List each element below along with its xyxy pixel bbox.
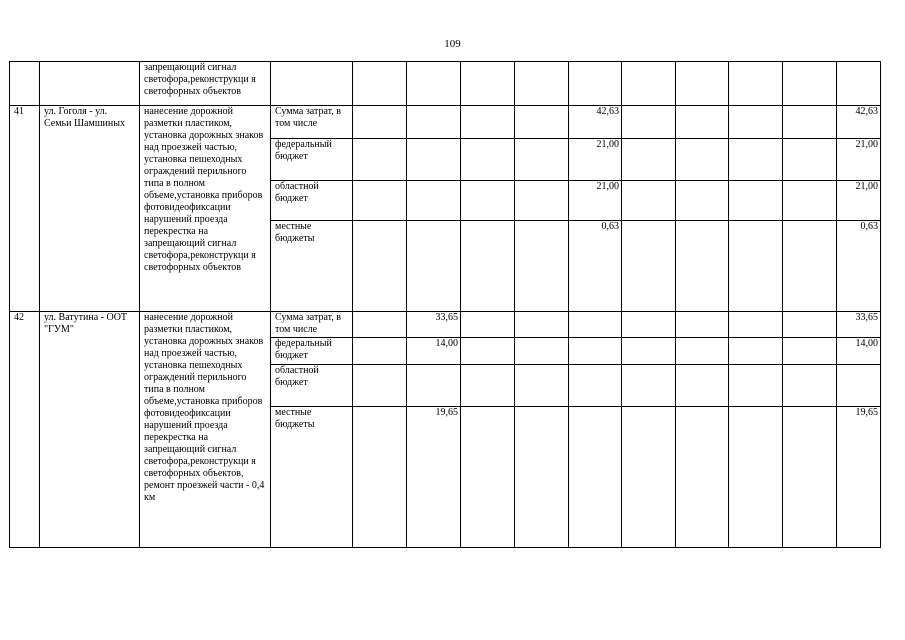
total-cell: 42,63 — [837, 106, 881, 139]
row-number-cell — [10, 62, 40, 106]
value-cell — [407, 365, 461, 407]
value-cell: 21,00 — [569, 181, 622, 221]
funding-label-cell: областной бюджет — [271, 181, 353, 221]
funding-label-cell: федеральный бюджет — [271, 338, 353, 365]
value-cell: 33,65 — [407, 312, 461, 338]
table-row — [10, 312, 881, 338]
funding-label-cell — [271, 62, 353, 106]
budget-table — [9, 61, 881, 548]
street-cell — [40, 62, 140, 106]
description-cell: запрещающий сигнал светофора,реконструкци я светофорных объектов — [140, 62, 271, 106]
value-cell: 21,00 — [569, 139, 622, 181]
funding-label-cell: Сумма затрат, в том числе — [271, 106, 353, 139]
table-row — [10, 106, 881, 139]
value-cell: 42,63 — [569, 106, 622, 139]
row-number-cell: 41 — [10, 106, 40, 312]
total-cell — [837, 365, 881, 407]
row-number-cell: 42 — [10, 312, 40, 548]
value-cell: 14,00 — [407, 338, 461, 365]
street-cell: ул. Гоголя - ул. Семьи Шамшиных — [40, 106, 140, 312]
funding-label-cell: федеральный бюджет — [271, 139, 353, 181]
total-cell: 21,00 — [837, 181, 881, 221]
street-cell: ул. Ватутина - ООТ "ГУМ" — [40, 312, 140, 548]
funding-label-cell: местные бюджеты — [271, 221, 353, 312]
funding-label-cell: областной бюджет — [271, 365, 353, 407]
total-cell: 0,63 — [837, 221, 881, 312]
page-number: 109 — [444, 38, 461, 50]
description-cell: нанесение дорожной разметки пластиком, установка дорожных знаков над проезжей частью, установка пешеходных ограждений перильного типа в полном объеме,установка приборов фотовидеофиксации нарушений проезда перекрестка на запрещающий сигнал светофора,реконструкци я светофорных объектов, ремонт проезжей части - 0,4 км — [140, 312, 271, 548]
funding-label-cell: местные бюджеты — [271, 407, 353, 548]
funding-label-cell: Сумма затрат, в том числе — [271, 312, 353, 338]
total-cell: 19,65 — [837, 407, 881, 548]
total-cell: 21,00 — [837, 139, 881, 181]
value-cell: 19,65 — [407, 407, 461, 548]
description-cell: нанесение дорожной разметки пластиком, установка дорожных знаков над проезжей частью, установка пешеходных ограждений перильного типа в полном объеме,установка приборов фотовидеофиксации нарушений проезда перекрестка на запрещающий сигнал светофора,реконструкци я светофорных объектов — [140, 106, 271, 312]
total-cell: 33,65 — [837, 312, 881, 338]
total-cell: 14,00 — [837, 338, 881, 365]
table-row — [10, 62, 881, 106]
value-cell: 0,63 — [569, 221, 622, 312]
